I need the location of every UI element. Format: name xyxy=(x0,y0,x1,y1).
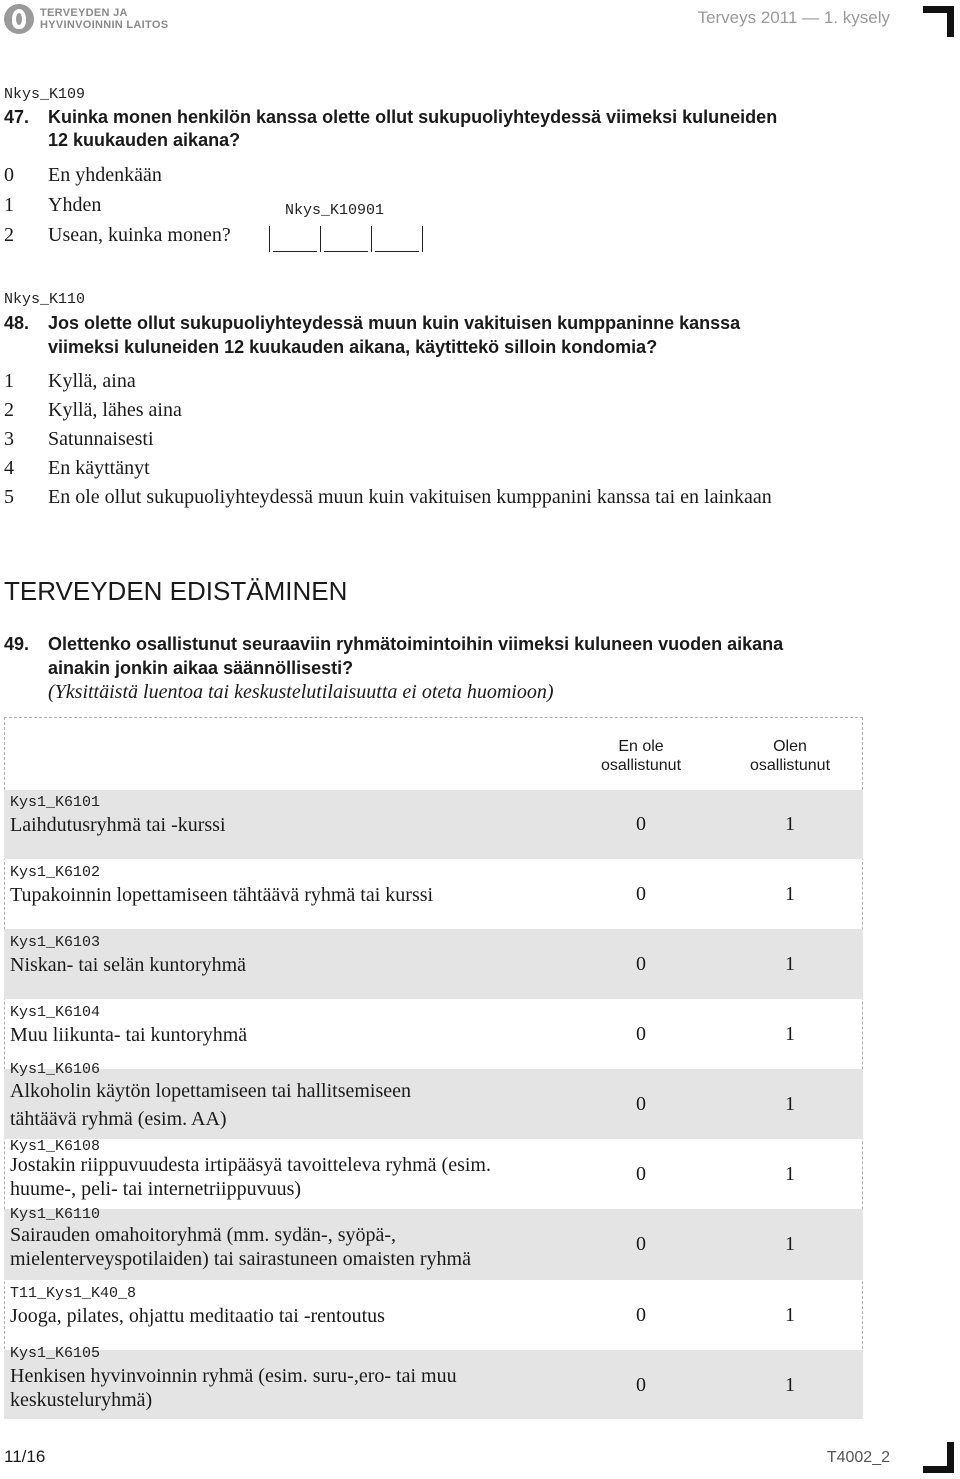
row-variable-code: Kys1_K6104 xyxy=(10,1004,101,1021)
q48-variable-code: Nkys_K110 xyxy=(4,291,86,308)
q47-count-input[interactable] xyxy=(266,226,426,252)
logo-line-2: HYVINVOINNIN LAITOS xyxy=(40,19,169,31)
option-0-value[interactable]: 0 xyxy=(636,1093,646,1115)
q48-option-3[interactable] xyxy=(4,428,154,451)
q47-option-0[interactable] xyxy=(4,164,162,187)
table-row xyxy=(4,999,863,1069)
option-number: 2 xyxy=(4,224,14,246)
option-label: Usean, kuinka monen? xyxy=(48,224,231,246)
option-0-value[interactable]: 0 xyxy=(636,1374,646,1396)
q48-option-5[interactable] xyxy=(4,486,772,509)
option-0-value[interactable]: 0 xyxy=(636,1163,646,1185)
column-header-line1: En ole xyxy=(618,738,664,755)
row-label-line2: mielenterveyspotilaiden) tai sairastuneen omaisten ryhmä xyxy=(10,1248,471,1270)
survey-title: Terveys 2011 — 1. kysely xyxy=(697,8,890,27)
q47-text-line2: 12 kuukauden aikana? xyxy=(48,130,241,150)
q47-number: 47. xyxy=(4,107,30,127)
option-1-value[interactable]: 1 xyxy=(785,953,795,975)
column-header-line1: Olen xyxy=(773,738,807,755)
option-0-value[interactable]: 0 xyxy=(636,953,646,975)
column-header-line2: osallistunut xyxy=(600,757,682,774)
option-number: 5 xyxy=(4,486,14,508)
row-label: Jooga, pilates, ohjattu meditaatio tai -rentoutus xyxy=(10,1305,385,1327)
option-1-value[interactable]: 1 xyxy=(785,813,795,835)
table-row xyxy=(4,1061,863,1139)
option-1-value[interactable]: 1 xyxy=(785,1093,795,1115)
table-row xyxy=(4,1345,863,1419)
option-number: 4 xyxy=(4,457,14,479)
row-label-line2: keskusteluryhmä) xyxy=(10,1389,153,1411)
option-label: En käyttänyt xyxy=(48,457,150,479)
logo-text xyxy=(40,7,168,31)
q49-text-line1: Olettenko osallistunut seuraaviin ryhmätoimintoihin viimeksi kuluneen vuoden aikana xyxy=(48,634,784,654)
row-label-line1: Sairauden omahoitoryhmä (mm. sydän-, syöpä-, xyxy=(10,1224,397,1246)
option-label: En ole ollut sukupuoliyhteydessä muun kuin vakituisen kumppanini kanssa tai en lainkaan xyxy=(48,486,772,508)
option-1-value[interactable]: 1 xyxy=(785,883,795,905)
row-label-line1: Jostakin riippuvuudesta irtipääsyä tavoitteleva ryhmä (esim. xyxy=(10,1154,491,1176)
row-label: Tupakoinnin lopettamiseen tähtäävä ryhmä tai kurssi xyxy=(10,884,434,906)
row-variable-code: Kys1_K6105 xyxy=(10,1345,101,1362)
q47-text-line1: Kuinka monen henkilön kanssa olette ollut sukupuoliyhteydessä viimeksi kuluneiden xyxy=(48,107,778,127)
table-row xyxy=(4,790,863,859)
logo-line-1: TERVEYDEN JA xyxy=(40,7,128,19)
crop-mark-top-right-icon xyxy=(923,6,954,37)
q48-option-1[interactable] xyxy=(4,370,136,393)
column-header-line2: osallistunut xyxy=(749,757,831,774)
table-row xyxy=(4,1206,863,1280)
column-header-not-participated xyxy=(591,737,691,775)
q49-note: (Yksittäistä luentoa tai keskustelutilaisuutta ei oteta huomioon) xyxy=(48,681,554,703)
page-number: 11/16 xyxy=(4,1447,46,1466)
column-header-participated xyxy=(740,737,840,775)
option-label: En yhdenkään xyxy=(48,164,162,186)
option-1-value[interactable]: 1 xyxy=(785,1304,795,1326)
row-variable-code: Kys1_K6101 xyxy=(10,794,101,811)
option-label: Yhden xyxy=(48,194,102,216)
row-label: Laihdutusryhmä tai -kurssi xyxy=(10,814,226,836)
row-label-line2: huume-, peli- tai internetriippuvuus) xyxy=(10,1178,302,1200)
section-title: TERVEYDEN EDISTÄMINEN xyxy=(4,576,348,606)
q49-number: 49. xyxy=(4,634,30,654)
option-0-value[interactable]: 0 xyxy=(636,1233,646,1255)
row-variable-code: Kys1_K6106 xyxy=(10,1061,101,1078)
option-number: 2 xyxy=(4,399,14,421)
q47-variable-code: Nkys_K109 xyxy=(4,86,86,103)
form-code: T4002_2 xyxy=(826,1449,890,1466)
table-row xyxy=(4,1280,863,1350)
crop-mark-bottom-right-icon xyxy=(923,1442,954,1473)
thl-logo xyxy=(4,4,168,34)
option-0-value[interactable]: 0 xyxy=(636,813,646,835)
row-variable-code: Kys1_K6108 xyxy=(10,1138,101,1155)
q48-number: 48. xyxy=(4,313,30,333)
row-variable-code: Kys1_K6102 xyxy=(10,864,101,881)
row-label: Muu liikunta- tai kuntoryhmä xyxy=(10,1024,248,1046)
q48-option-4[interactable] xyxy=(4,457,150,480)
q48-text-line1: Jos olette ollut sukupuoliyhteydessä muun kuin vakituisen kumppaninne kanssa xyxy=(48,313,741,333)
option-number: 0 xyxy=(4,164,14,186)
q47-subvariable-code: Nkys_K10901 xyxy=(285,202,385,219)
option-0-value[interactable]: 0 xyxy=(636,1304,646,1326)
option-1-value[interactable]: 1 xyxy=(785,1023,795,1045)
q49-text-line2: ainakin jonkin aikaa säännöllisesti? xyxy=(48,658,354,678)
option-1-value[interactable]: 1 xyxy=(785,1233,795,1255)
option-number: 1 xyxy=(4,194,14,216)
option-label: Kyllä, lähes aina xyxy=(48,399,182,421)
table-row xyxy=(4,1139,863,1209)
option-number: 3 xyxy=(4,428,14,450)
q47-option-1[interactable] xyxy=(4,194,101,217)
table-row xyxy=(4,859,863,929)
option-number: 1 xyxy=(4,370,14,392)
row-label: Niskan- tai selän kuntoryhmä xyxy=(10,954,247,976)
option-1-value[interactable]: 1 xyxy=(785,1374,795,1396)
option-label: Satunnaisesti xyxy=(48,428,154,450)
row-variable-code: T11_Kys1_K40_8 xyxy=(10,1285,137,1302)
row-label-line1: Alkoholin käytön lopettamiseen tai hallitsemiseen xyxy=(10,1080,412,1102)
thl-logo-icon xyxy=(4,4,34,34)
row-variable-code: Kys1_K6110 xyxy=(10,1206,101,1223)
q47-option-2[interactable] xyxy=(4,224,231,247)
option-0-value[interactable]: 0 xyxy=(636,883,646,905)
q48-text-line2: viimeksi kuluneiden 12 kuukauden aikana, käytittekö silloin kondomia? xyxy=(48,337,658,357)
row-label-line1: Henkisen hyvinvoinnin ryhmä (esim. suru-,ero- tai muu xyxy=(10,1365,457,1387)
q48-option-2[interactable] xyxy=(4,399,182,422)
row-variable-code: Kys1_K6103 xyxy=(10,934,101,951)
option-1-value[interactable]: 1 xyxy=(785,1163,795,1185)
option-label: Kyllä, aina xyxy=(48,370,136,392)
row-label-line2: tähtäävä ryhmä (esim. AA) xyxy=(10,1108,227,1130)
option-0-value[interactable]: 0 xyxy=(636,1023,646,1045)
table-row xyxy=(4,929,863,999)
